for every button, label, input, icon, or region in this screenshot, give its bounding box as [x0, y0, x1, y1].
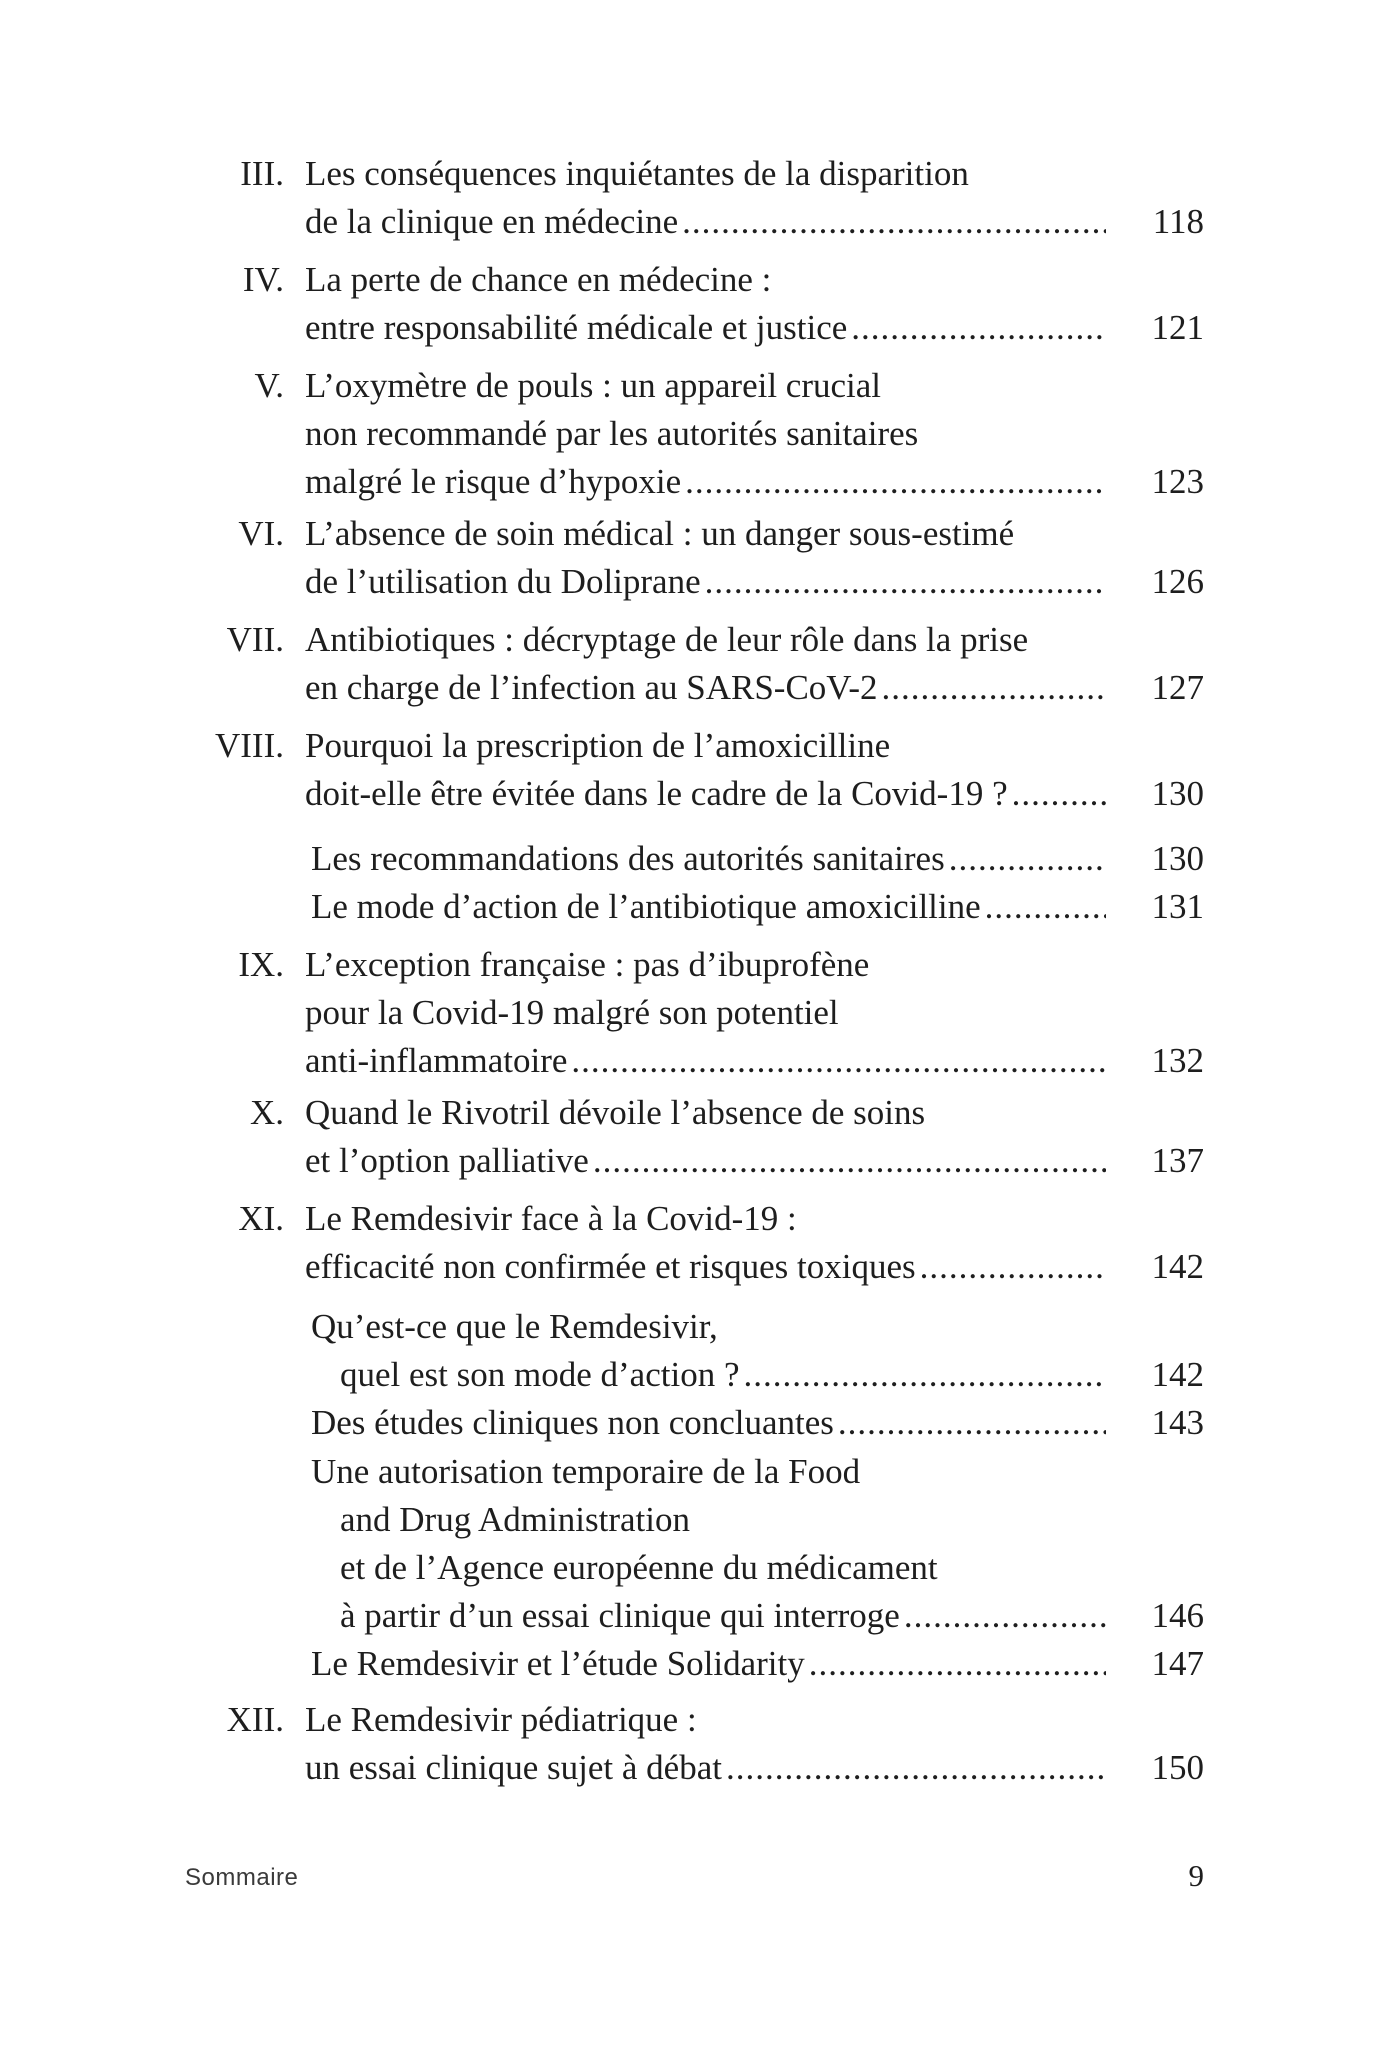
toc-entry-line: [311, 1640, 1106, 1688]
toc-entry-line: [311, 1303, 718, 1351]
toc-entry-page-number: 132: [1151, 1041, 1204, 1080]
toc-entry-title: et de l’Agence européenne du médicament: [340, 1548, 938, 1587]
toc-entry-title: Pourquoi la prescription de l’amoxicilline: [305, 726, 891, 765]
running-footer-label: Sommaire: [185, 1864, 299, 1891]
toc-entry-title: efficacité non confirmée et risques toxiques: [305, 1247, 916, 1286]
toc-entry-title: Le mode d’action de l’antibiotique amoxicilline: [311, 887, 981, 926]
leader-dots: [920, 1243, 1106, 1291]
leader-dots: [705, 558, 1106, 606]
toc-entry-title: en charge de l’infection au SARS-CoV-2: [305, 668, 878, 707]
toc-entry-page-number: 118: [1152, 202, 1204, 241]
leader-dots: [882, 664, 1106, 712]
toc-entry-line: [305, 362, 881, 410]
toc-entry-page-number: 127: [1151, 668, 1204, 707]
toc-entry-title: Les conséquences inquiétantes de la disparition: [305, 154, 969, 193]
toc-entry-line: [305, 410, 918, 458]
toc-entry-numeral: III.: [240, 154, 284, 193]
toc-entry-line: [340, 1544, 938, 1592]
leader-dots: [685, 458, 1106, 506]
leader-dots: [571, 1037, 1106, 1085]
toc-entry-page-number: 131: [1151, 887, 1204, 926]
leader-dots: [904, 1592, 1106, 1640]
leader-dots: [809, 1640, 1106, 1688]
toc-entry-title: de la clinique en médecine: [305, 202, 679, 241]
toc-entry-page-number: 147: [1151, 1644, 1204, 1683]
toc-entry-page-number: 130: [1151, 839, 1204, 878]
toc-entry-numeral: XI.: [238, 1199, 284, 1238]
toc-entry-page-number: 123: [1151, 462, 1204, 501]
leader-dots: [985, 883, 1106, 931]
toc-entry-line: [305, 1137, 1106, 1185]
toc-entry-line: [305, 1744, 1106, 1792]
toc-entry-line: [305, 150, 969, 198]
leader-dots: [726, 1744, 1106, 1792]
toc-entry-line: [305, 256, 771, 304]
toc-entry-page-number: 146: [1151, 1596, 1204, 1635]
toc-entry-line: [305, 664, 1106, 712]
toc-entry-title: Les recommandations des autorités sanitaires: [311, 839, 945, 878]
toc-entry-title: de l’utilisation du Doliprane: [305, 562, 701, 601]
toc-entry-line: [305, 616, 1028, 664]
toc-entry-numeral: V.: [254, 366, 284, 405]
toc-entry-line: [305, 722, 890, 770]
toc-entry-title: and Drug Administration: [340, 1500, 690, 1539]
toc-entry-title: Des études cliniques non concluantes: [311, 1403, 834, 1442]
toc-entry-page-number: 142: [1151, 1247, 1204, 1286]
toc-entry-title: L’exception française : pas d’ibuprofène: [305, 945, 870, 984]
toc-entry-title: un essai clinique sujet à débat: [305, 1748, 722, 1787]
toc-entry-line: [305, 770, 1106, 818]
toc-entry-page-number: 143: [1151, 1403, 1204, 1442]
toc-entry-title: Quand le Rivotril dévoile l’absence de soins: [305, 1093, 926, 1132]
leader-dots: [851, 304, 1106, 352]
toc-entry-page-number: 137: [1151, 1141, 1204, 1180]
toc-entry-title: Antibiotiques : décryptage de leur rôle dans la prise: [305, 620, 1029, 659]
leader-dots: [682, 198, 1106, 246]
leader-dots: [949, 835, 1106, 883]
toc-entry-title: Le Remdesivir face à la Covid-19 :: [305, 1199, 797, 1238]
toc-entry-title: malgré le risque d’hypoxie: [305, 462, 682, 501]
toc-entry-title: et l’option palliative: [305, 1141, 589, 1180]
toc-entry-title: L’absence de soin médical : un danger sous-estimé: [305, 514, 1015, 553]
toc-entry-title: doit-elle être évitée dans le cadre de la Covid-19 ?: [305, 774, 1008, 813]
toc-entry-page-number: 142: [1151, 1355, 1204, 1394]
leader-dots: [743, 1351, 1106, 1399]
toc-entry-line: [305, 989, 839, 1037]
toc-entry-page-number: 150: [1151, 1748, 1204, 1787]
toc-entry-numeral: XII.: [226, 1700, 284, 1739]
toc-entry-page-number: 121: [1151, 308, 1204, 347]
toc-entry-numeral: VIII.: [215, 726, 284, 765]
toc-entry-line: [305, 510, 1014, 558]
toc-entry-title: pour la Covid-19 malgré son potentiel: [305, 993, 839, 1032]
toc-entry-page-number: 126: [1151, 562, 1204, 601]
toc-entry-line: [305, 1243, 1106, 1291]
toc-entry-title: L’oxymètre de pouls : un appareil crucial: [305, 366, 882, 405]
toc-entry-title: non recommandé par les autorités sanitaires: [305, 414, 919, 453]
toc-entry-title: à partir d’un essai clinique qui interroge: [340, 1596, 900, 1635]
leader-dots: [838, 1399, 1106, 1447]
toc-entry-line: [311, 835, 1106, 883]
toc-entry-numeral: VII.: [226, 620, 284, 659]
leader-dots: [593, 1137, 1106, 1185]
toc-entry-numeral: IX.: [238, 945, 284, 984]
toc-entry-line: [305, 1195, 797, 1243]
toc-entry-line: [311, 1399, 1106, 1447]
toc-entry-title: anti-inflammatoire: [305, 1041, 568, 1080]
toc-entry-line: [311, 883, 1106, 931]
leader-dots: [1012, 770, 1106, 818]
toc-entry-title: quel est son mode d’action ?: [340, 1355, 740, 1394]
toc-entry-line: [340, 1592, 1106, 1640]
toc-entry-title: Le Remdesivir pédiatrique :: [305, 1700, 697, 1739]
toc-entry-line: [305, 458, 1106, 506]
toc-entry-line: [340, 1496, 690, 1544]
toc-entry-line: [305, 1089, 925, 1137]
toc-entry-numeral: X.: [249, 1093, 284, 1132]
toc-entry-line: [305, 558, 1106, 606]
toc-entry-page-number: 130: [1151, 774, 1204, 813]
toc-entry-line: [305, 1037, 1106, 1085]
toc-entry-line: [305, 941, 869, 989]
toc-entry-numeral: IV.: [242, 260, 284, 299]
toc-entry-numeral: VI.: [238, 514, 284, 553]
toc-entry-line: [311, 1448, 860, 1496]
toc-entry-line: [305, 198, 1106, 246]
toc-entry-title: Le Remdesivir et l’étude Solidarity: [311, 1644, 805, 1683]
toc-entry-line: [305, 1696, 697, 1744]
toc-entry-title: entre responsabilité médicale et justice: [305, 308, 848, 347]
page-number: 9: [1188, 1858, 1204, 1893]
toc-entry-line: [340, 1351, 1106, 1399]
toc-entry-title: Une autorisation temporaire de la Food: [311, 1452, 861, 1491]
toc-entry-line: [305, 304, 1106, 352]
toc-entry-title: La perte de chance en médecine :: [305, 260, 772, 299]
toc-entry-title: Qu’est-ce que le Remdesivir,: [311, 1307, 718, 1346]
